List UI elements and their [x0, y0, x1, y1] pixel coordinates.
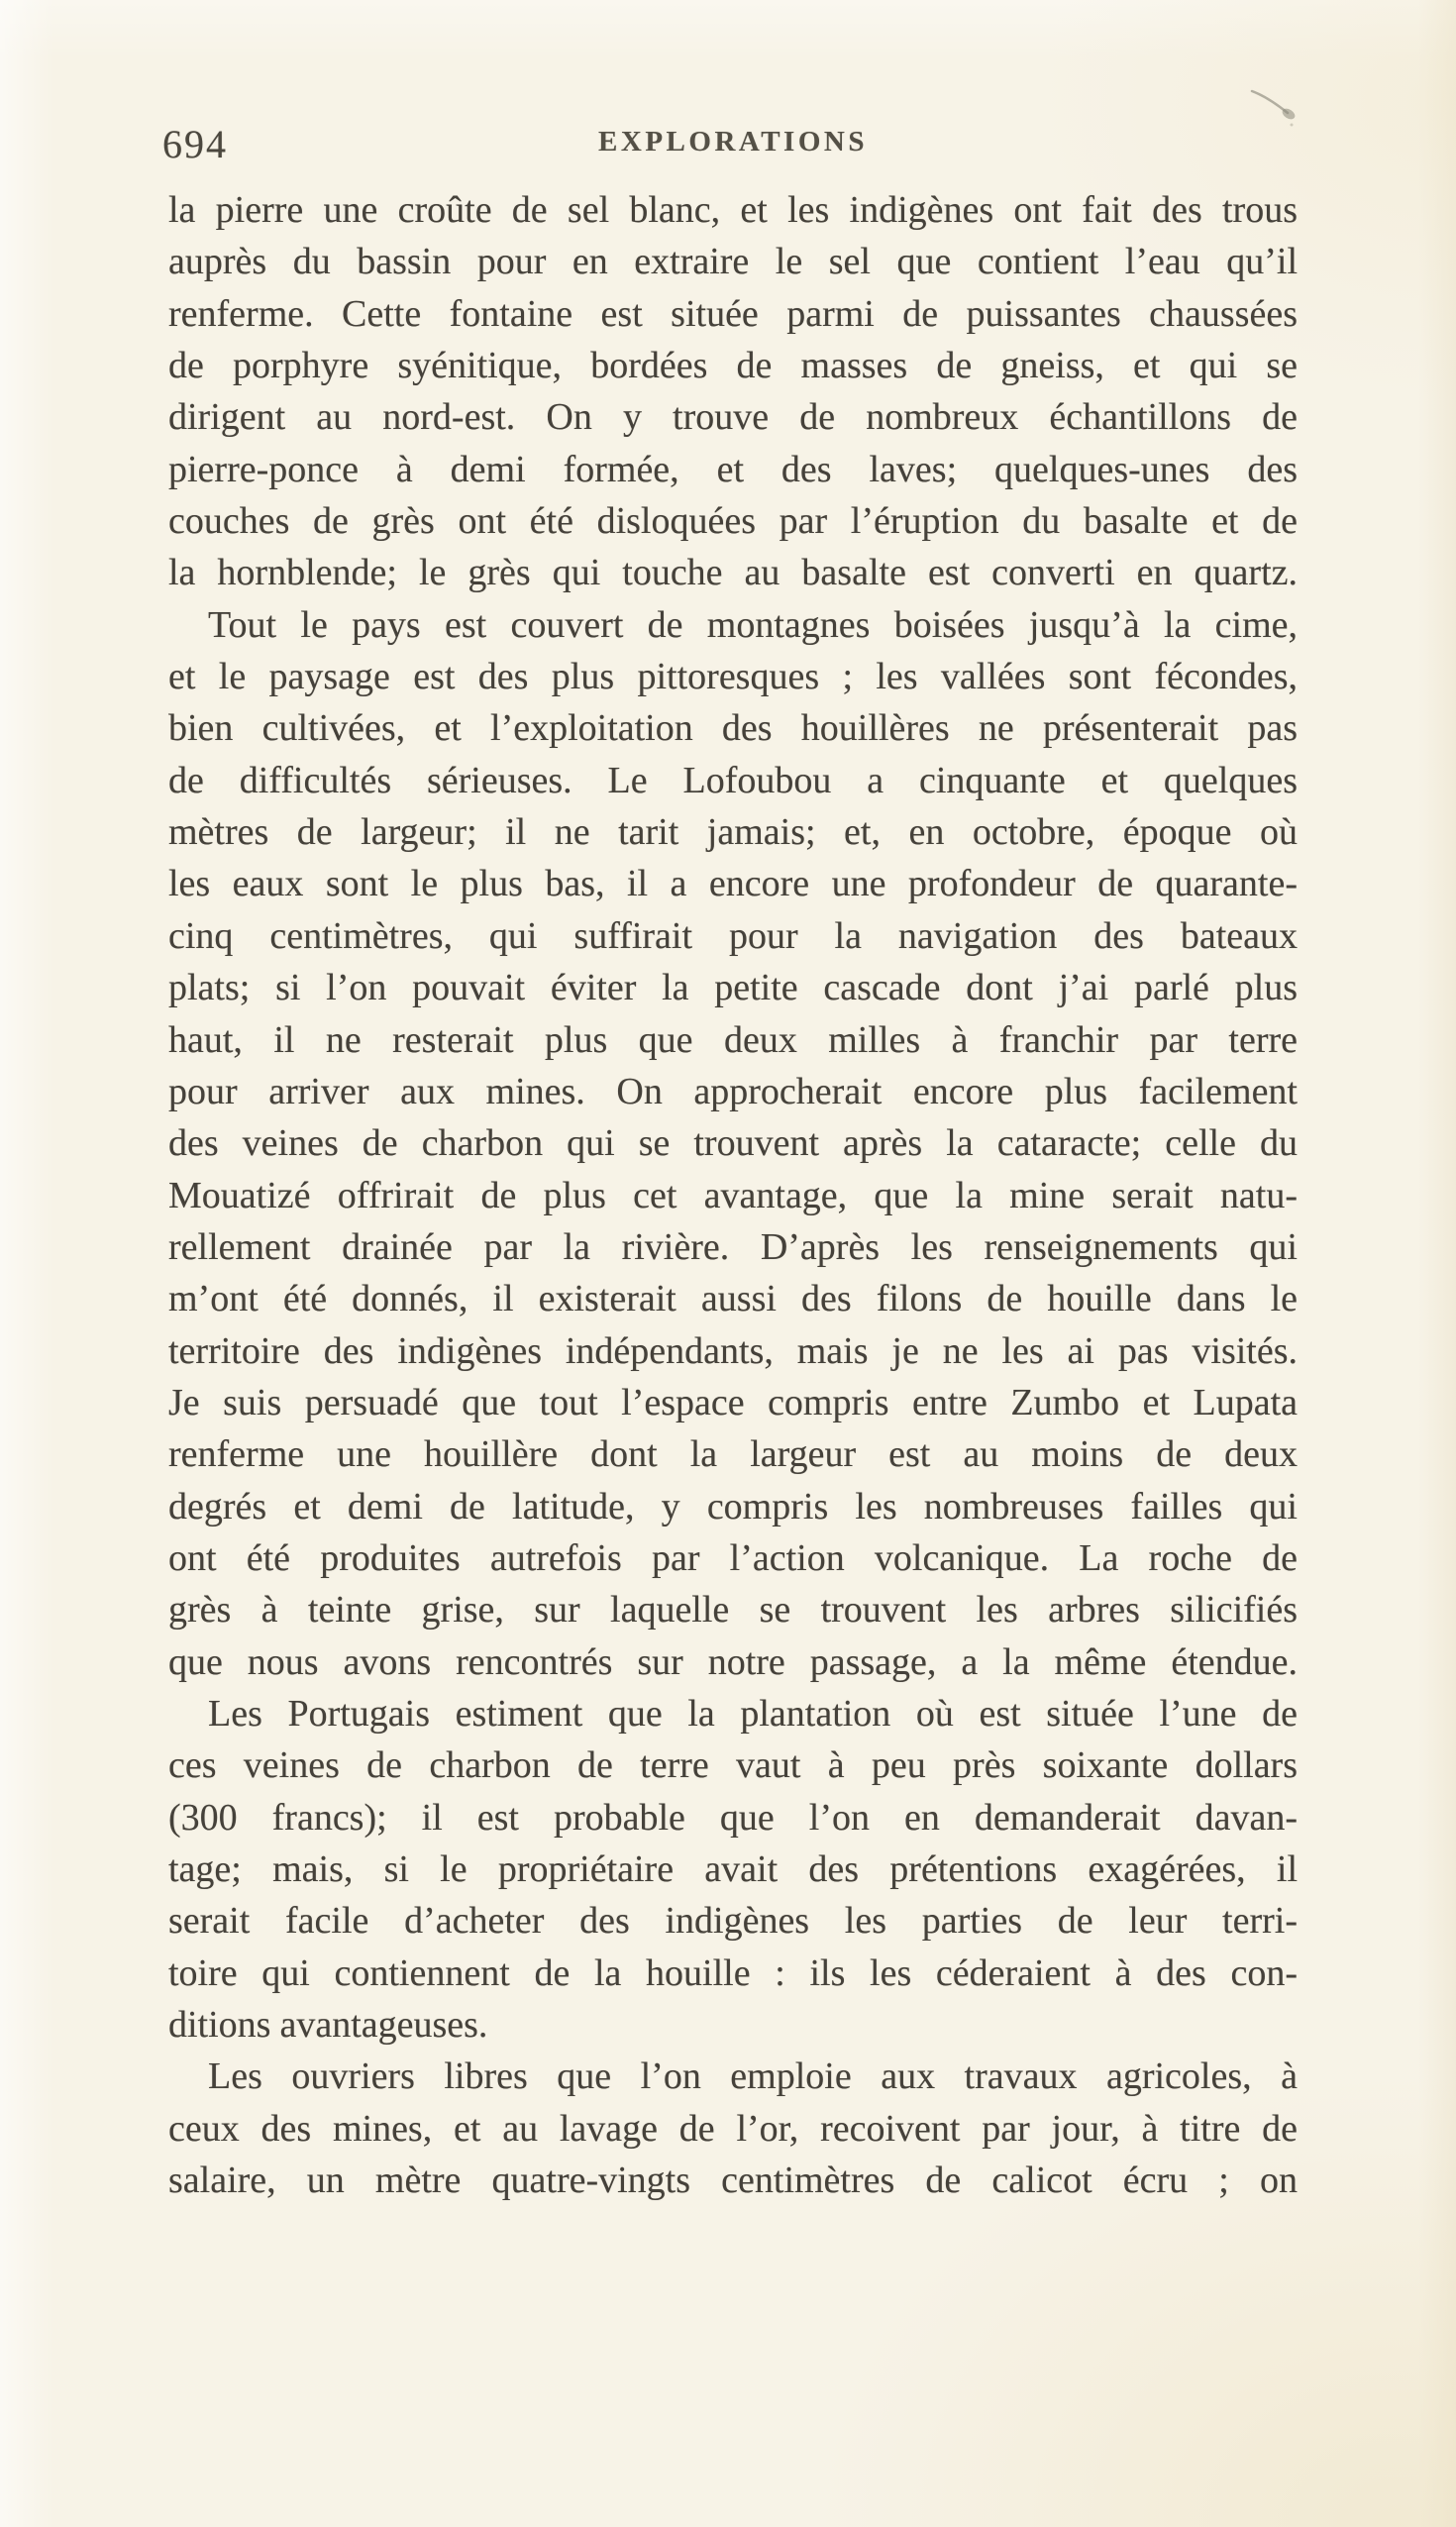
text-line: m’ont été donnés, il existerait aussi des filons de houille dans le: [168, 1278, 1298, 1320]
text-line: que nous avons rencontrés sur notre passage, a la même étendue.: [168, 1640, 1298, 1683]
page-number: 694: [162, 122, 228, 166]
text-line: haut, il ne resterait plus que deux milles à franchir par terre: [168, 1018, 1298, 1061]
text-line: Les Portugais estiment que la plantation où est située l’une de: [208, 1692, 1298, 1735]
text-line: de difficultés sérieuses. Le Lofoubou a cinquante et quelques: [168, 759, 1298, 801]
text-line: grès à teinte grise, sur laquelle se trouvent les arbres silicifiés: [168, 1589, 1298, 1632]
pen-mark: [1248, 87, 1305, 129]
text-line: bien cultivées, et l’exploitation des houillères ne présenterait pas: [168, 707, 1298, 750]
text-line: cinq centimètres, qui suffirait pour la navigation des bateaux: [168, 914, 1298, 957]
text-line: dirigent au nord-est. On y trouve de nombreux échantillons de: [168, 396, 1298, 439]
text-line: degrés et demi de latitude, y compris les nombreuses failles qui: [168, 1485, 1298, 1527]
text-line: salaire, un mètre quatre-vingts centimètres de calicot écru ; on: [168, 2159, 1298, 2202]
text-line: de porphyre syénitique, bordées de masses de gneiss, et qui se: [168, 345, 1298, 387]
text-line: pierre-ponce à demi formée, et des laves; quelques-unes des: [168, 448, 1298, 490]
text-line: territoire des indigènes indépendants, mais je ne les ai pas visités.: [168, 1329, 1298, 1372]
text-line: les eaux sont le plus bas, il a encore une profondeur de quarante-: [168, 863, 1298, 905]
text-line: la pierre une croûte de sel blanc, et les indigènes ont fait des trous: [168, 189, 1298, 231]
text-line: et le paysage est des plus pittoresques ; les vallées sont fécondes,: [168, 656, 1298, 698]
text-line: pour arriver aux mines. On approcherait encore plus facilement: [168, 1070, 1298, 1112]
text-line: ceux des mines, et au lavage de l’or, recoivent par jour, à titre de: [168, 2107, 1298, 2150]
text-line: renferme. Cette fontaine est située parmi de puissantes chaussées: [168, 292, 1298, 335]
text-line: Je suis persuadé que tout l’espace compris entre Zumbo et Lupata: [168, 1381, 1298, 1423]
text-line: auprès du bassin pour en extraire le sel que contient l’eau qu’il: [168, 241, 1298, 283]
text-line: rellement drainée par la rivière. D’après les renseignements qui: [168, 1225, 1298, 1268]
text-line: Tout le pays est couvert de montagnes boisées jusqu’à la cime,: [208, 603, 1298, 646]
text-line: tage; mais, si le propriétaire avait des prétentions exagérées, il: [168, 1848, 1298, 1890]
text-line: serait facile d’acheter des indigènes les parties de leur terri-: [168, 1900, 1298, 1943]
text-line: ont été produites autrefois par l’action volcanique. La roche de: [168, 1536, 1298, 1579]
text-line: ces veines de charbon de terre vaut à peu près soixante dollars: [168, 1744, 1298, 1787]
text-line: Mouatizé offrirait de plus cet avantage, que la mine serait natu-: [168, 1174, 1298, 1216]
running-title: EXPLORATIONS: [598, 126, 868, 158]
page-text: [168, 184, 1298, 2206]
text-line: (300 francs); il est probable que l’on en demanderait davan-: [168, 1796, 1298, 1839]
text-line: mètres de largeur; il ne tarit jamais; et, en octobre, époque où: [168, 811, 1298, 854]
text-line: Les ouvriers libres que l’on emploie aux travaux agricoles, à: [208, 2055, 1298, 2098]
text-line: toire qui contiennent de la houille : ils les céderaient à des con-: [168, 1951, 1298, 1994]
text-line: la hornblende; le grès qui touche au basalte est converti en quartz.: [168, 552, 1298, 594]
text-line: ditions avantageuses.: [168, 2004, 488, 2047]
text-line: des veines de charbon qui se trouvent après la cataracte; celle du: [168, 1122, 1298, 1165]
text-line: plats; si l’on pouvait éviter la petite cascade dont j’ai parlé plus: [168, 967, 1298, 1009]
text-line: renferme une houillère dont la largeur est au moins de deux: [168, 1433, 1298, 1476]
text-line: couches de grès ont été disloquées par l’éruption du basalte et de: [168, 500, 1298, 543]
